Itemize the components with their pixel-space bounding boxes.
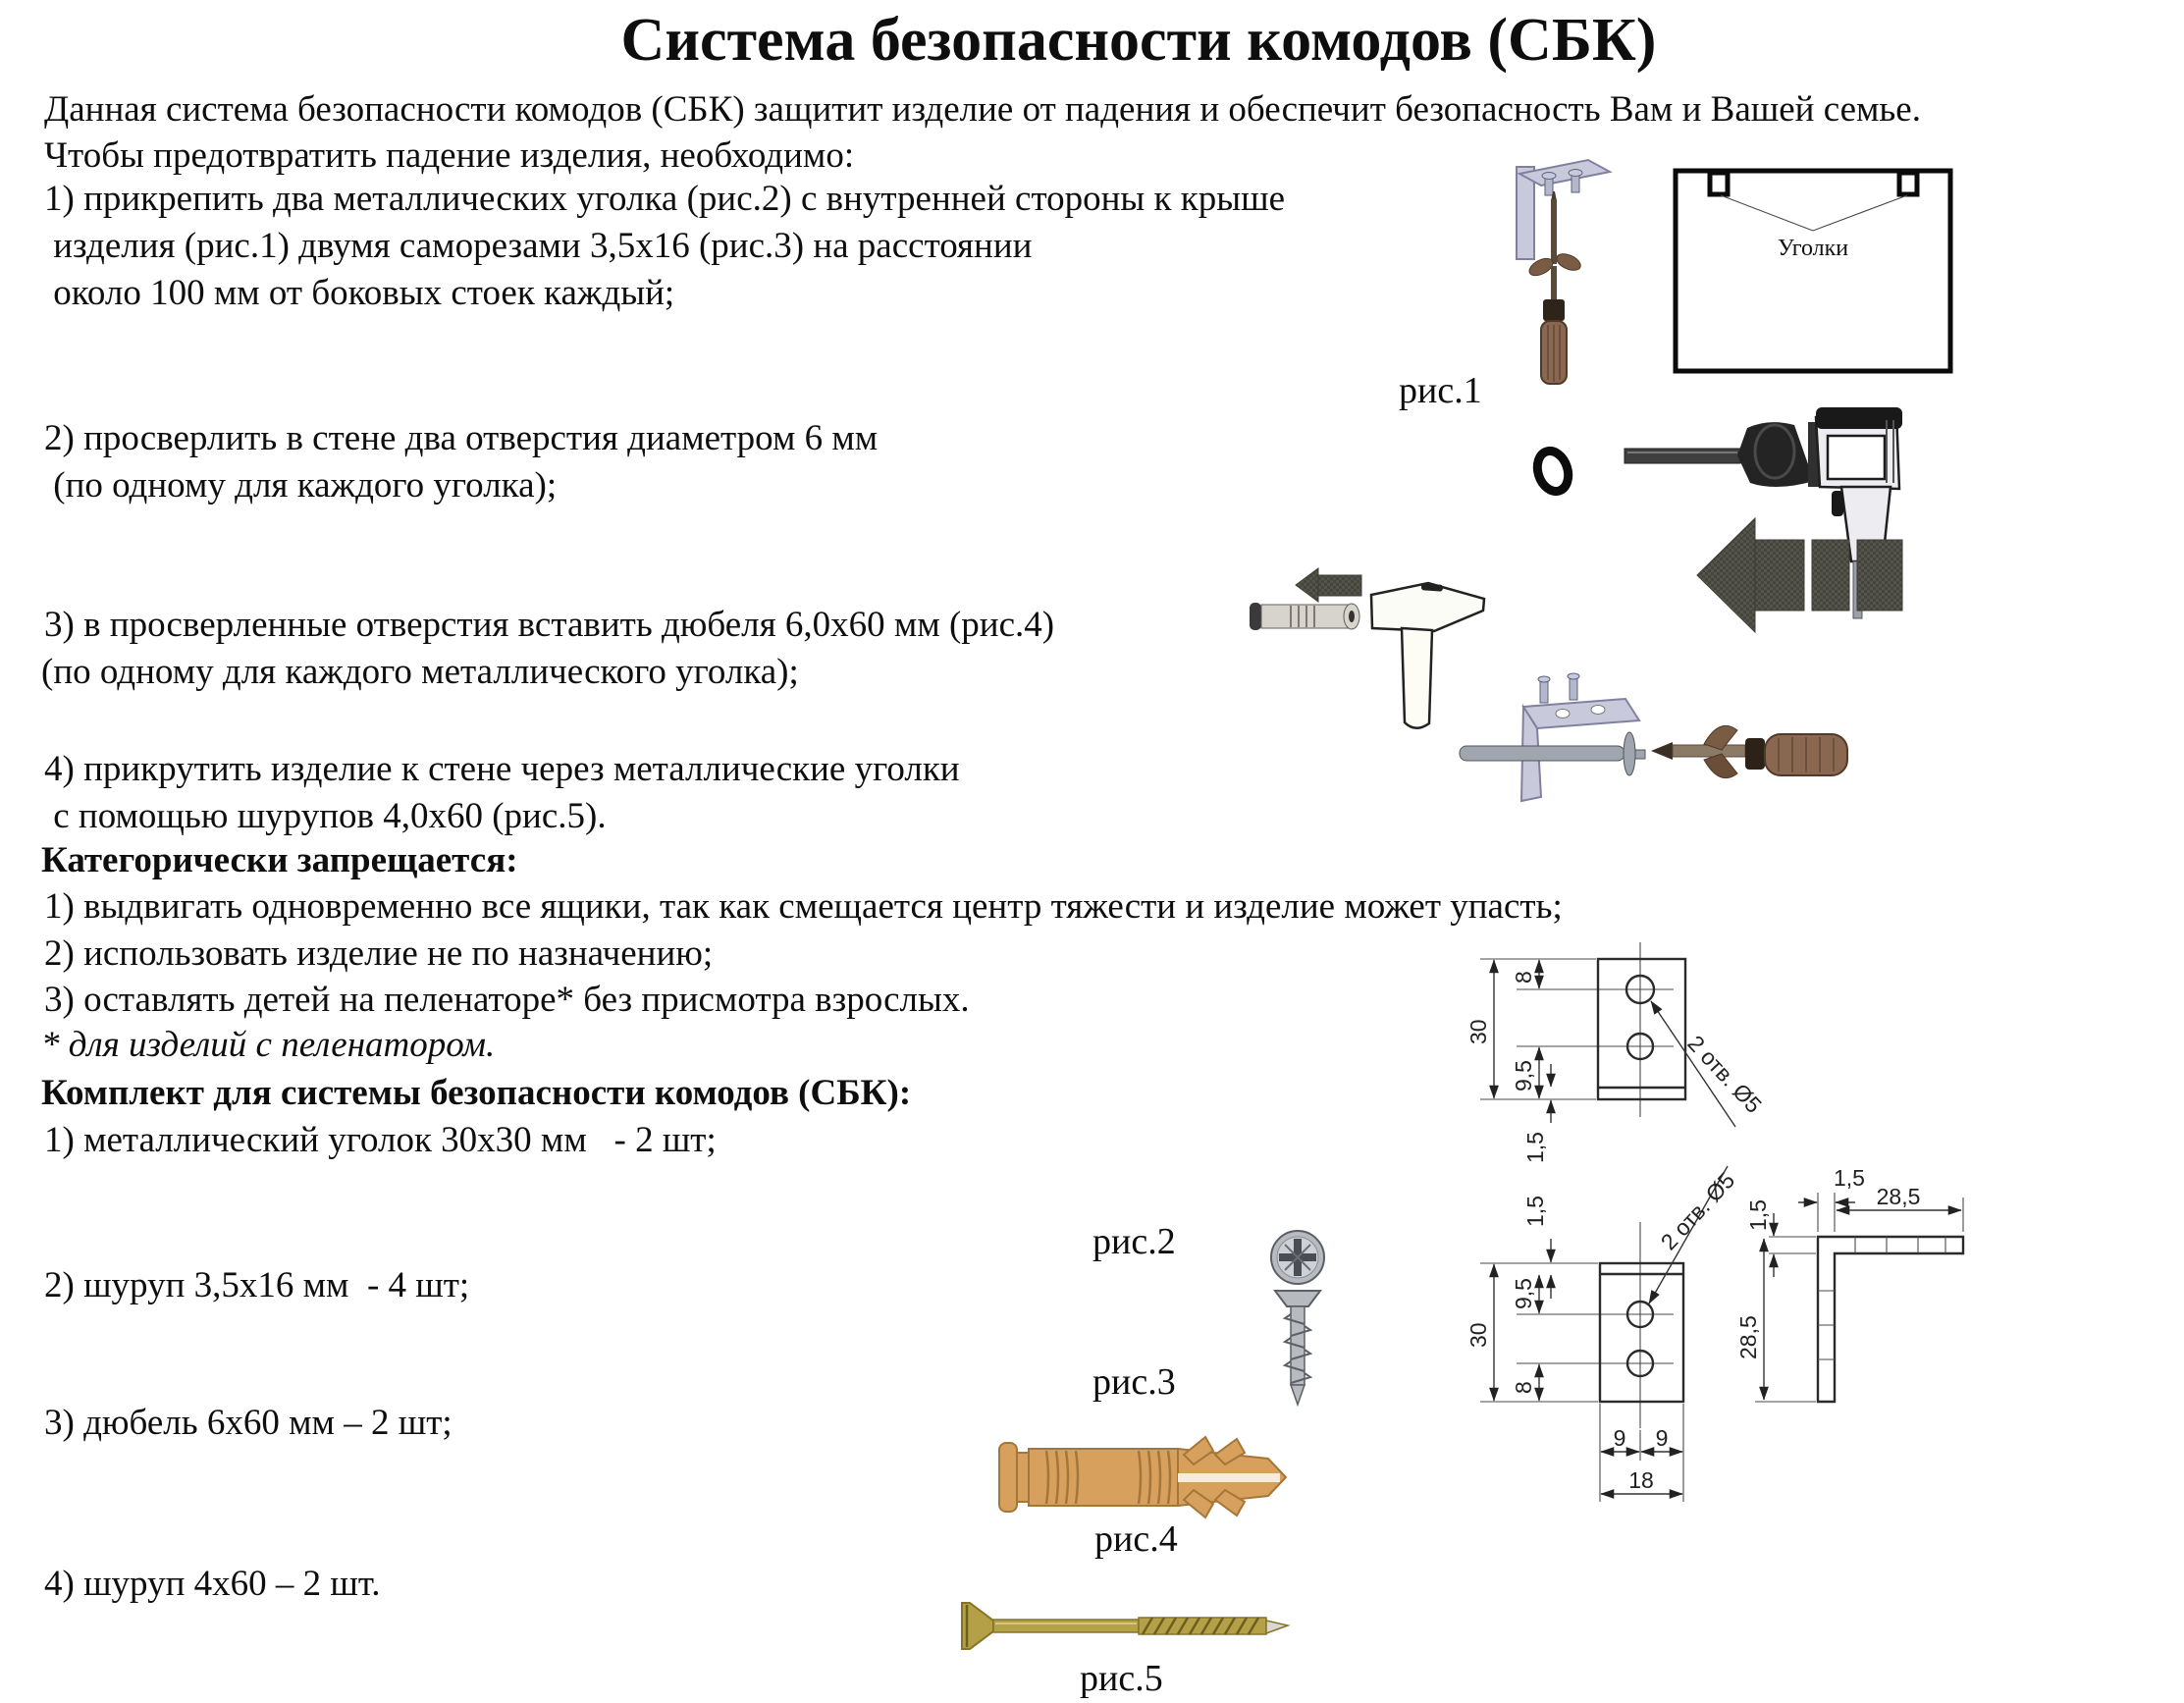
svg-text:2 отв. Ø5: 2 отв. Ø5: [1655, 1167, 1740, 1255]
step3-line1: 3) в просверленные отверстия вставить дюбеля 6,0х60 мм (рис.4): [44, 605, 1055, 645]
svg-text:8: 8: [1511, 971, 1536, 984]
anchor-dowel-icon: [1250, 603, 1359, 630]
drawing-plate-bottom: [1465, 1166, 1739, 1502]
forbidden-item-3: 3) оставлять детей на пеленаторе* без присмотра взрослых.: [44, 980, 970, 1020]
fig1-bracket-screwdriver-illustration: [1512, 152, 1620, 393]
dowel-6x60-illustration: [991, 1433, 1296, 1521]
svg-text:1,5: 1,5: [1522, 1196, 1548, 1227]
step2-line2: (по одному для каждого уголка);: [44, 465, 558, 506]
svg-text:18: 18: [1628, 1467, 1654, 1493]
step4-line1: 4) прикрутить изделие к стене через металлические уголки: [44, 749, 960, 789]
wall-diagram-label: Уголки: [1777, 236, 1849, 261]
svg-text:30: 30: [1465, 1322, 1491, 1348]
kit-item-2: 2) шуруп 3,5х16 мм - 4 шт;: [44, 1265, 470, 1305]
svg-text:9,5: 9,5: [1511, 1060, 1536, 1091]
intro-line-2: Чтобы предотвратить падение изделия, необходимо:: [44, 135, 855, 176]
step1-line2: изделия (рис.1) двумя саморезами 3,5х16 (рис.3) на расстоянии: [44, 226, 1033, 266]
bracket-mark-right: [1899, 173, 1917, 194]
bracket-technical-drawing: [1423, 913, 1988, 1502]
step3-line2: (по одному для каждого металлического уголка);: [41, 652, 799, 692]
svg-text:8: 8: [1511, 1381, 1536, 1394]
svg-text:28,5: 28,5: [1735, 1315, 1761, 1359]
step1-line1: 1) прикрепить два металлических уголка (рис.2) с внутренней стороны к крыше: [44, 179, 1286, 219]
mounting-screw-rod-icon: [1460, 732, 1645, 775]
svg-text:2 отв. Ø5: 2 отв. Ø5: [1682, 1030, 1767, 1118]
small-screws-icon: [1538, 673, 1579, 703]
fig1-caption: рис.1: [1399, 370, 1482, 411]
small-left-arrow-icon: [1296, 568, 1361, 602]
footnote: * для изделий с пеленатором.: [41, 1025, 496, 1065]
fig4-caption: рис.4: [1094, 1518, 1178, 1560]
svg-text:1,5: 1,5: [1745, 1199, 1771, 1231]
svg-text:9,5: 9,5: [1511, 1278, 1536, 1309]
forbidden-item-2: 2) использовать изделие не по назначению;: [44, 933, 714, 974]
svg-text:9: 9: [1655, 1425, 1669, 1451]
forbidden-item-1: 1) выдвигать одновременно все ящики, так как смещается центр тяжести и изделие может упасть;: [44, 886, 1563, 927]
screw-head-top-view-icon: [1271, 1231, 1324, 1284]
bracket-mounting-illustration: [1453, 667, 1865, 815]
kit-item-1: 1) металлический уголок 30х30 мм - 2 шт;: [44, 1120, 717, 1160]
intro-line-1: Данная система безопасности комодов (СБК) защитит изделие от падения и обеспечит безопасность Вам и Вашей семье.: [44, 89, 1921, 130]
drawing-l-profile: [1735, 1165, 1963, 1402]
svg-text:1,5: 1,5: [1522, 1132, 1548, 1163]
svg-text:30: 30: [1465, 1019, 1491, 1044]
drawing-plate-top: [1465, 942, 1767, 1163]
screwdriver-horizontal-icon: [1651, 725, 1847, 777]
step1-line3: около 100 мм от боковых стоек каждый;: [44, 273, 675, 313]
bracket-mark-left: [1710, 173, 1728, 194]
fig5-caption: рис.5: [1080, 1658, 1163, 1699]
screw-4x60-illustration: [954, 1595, 1293, 1659]
corner-bracket-icon: [1517, 160, 1610, 259]
cabinet-top-outline: [1676, 171, 1950, 371]
page-title: Система безопасности комодов (СБК): [620, 7, 1657, 74]
step2-line1: 2) просверлить в стене два отверстия диаметром 6 мм: [44, 418, 879, 458]
svg-text:1,5: 1,5: [1834, 1165, 1865, 1191]
screw-3516-illustration: [1261, 1222, 1330, 1409]
drilled-hole-icon: [1523, 442, 1582, 501]
fig2-caption: рис.2: [1092, 1221, 1176, 1262]
svg-text:9: 9: [1613, 1425, 1626, 1451]
kit-heading: Комплект для системы безопасности комодов (СБК):: [41, 1073, 912, 1113]
kit-item-4: 4) шуруп 4х60 – 2 шт.: [44, 1564, 381, 1604]
kit-item-3: 3) дюбель 6х60 мм – 2 шт;: [44, 1403, 453, 1443]
plastic-dowel-icon: [999, 1437, 1286, 1517]
screw-side-view-icon: [1275, 1291, 1320, 1405]
fig1-wall-diagram: [1669, 162, 1958, 378]
fig3-caption: рис.3: [1092, 1361, 1176, 1403]
forbidden-heading: Категорически запрещается:: [41, 840, 518, 880]
drill-illustration: [1620, 393, 1914, 648]
svg-text:28,5: 28,5: [1876, 1184, 1921, 1209]
step4-line2: с помощью шурупов 4,0х60 (рис.5).: [44, 796, 607, 836]
long-screw-icon: [962, 1603, 1288, 1649]
